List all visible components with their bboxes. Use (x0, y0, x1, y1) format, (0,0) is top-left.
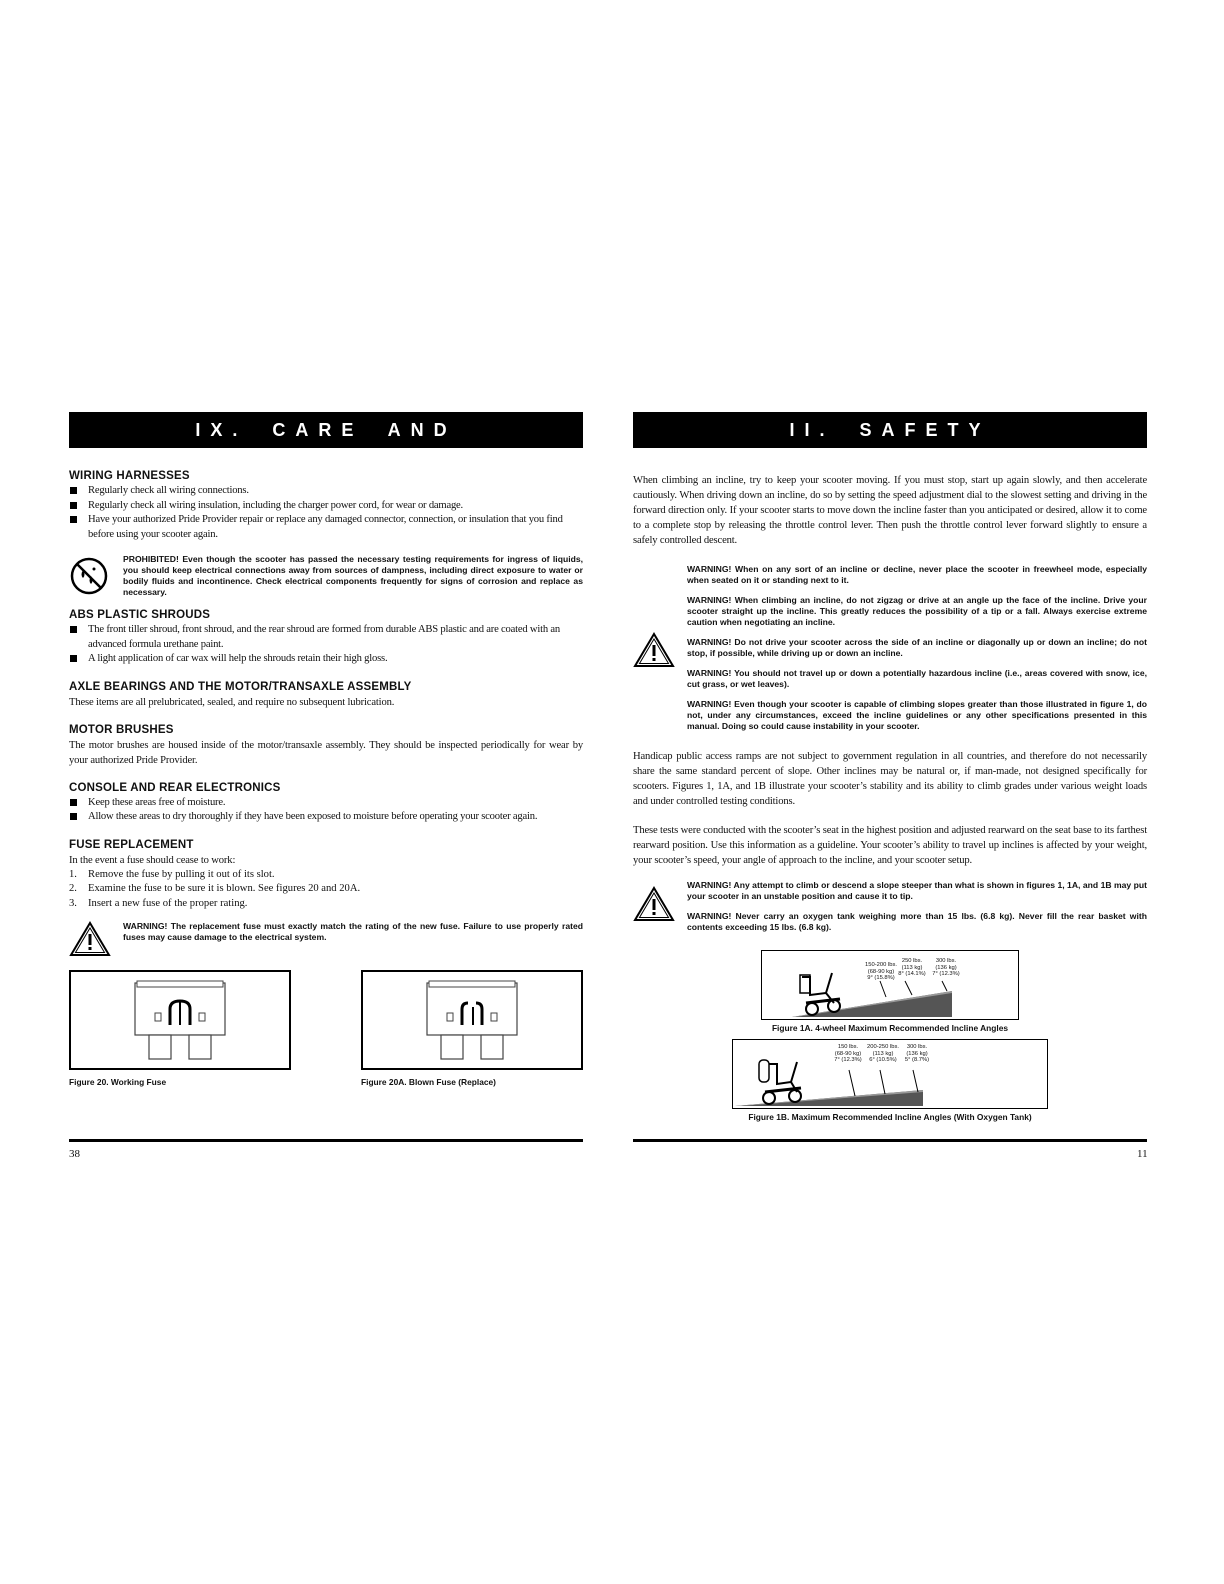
brushes-section (69, 724, 583, 768)
figure-caption: Figure 1B. Maximum Recommended Incline Angles (With Oxygen Tank) (748, 1112, 1032, 1122)
warning-text: WARNING! When on any sort of an incline or decline, never place the scooter in freewheel mode, especially when seated on it or standing next to it. (687, 564, 1147, 585)
page-number: 11 (1137, 1148, 1148, 1160)
footer-rule-left (69, 1139, 583, 1142)
prohibited-text: PROHIBITED! Even though the scooter has passed the necessary testing requirements for ingress of liquids, you should keep electrical connections away from sources of dampness, including direct exposure to water or bodily fluids and incontinence. Check electrical components frequently for signs of corrosion and replace as necessary. (123, 554, 583, 597)
section-heading: ABS PLASTIC SHROUDS (69, 609, 211, 621)
warning-text: WARNING! When climbing an incline, do not zigzag or drive at an angle up the face of the incline. Drive your scooter straight up the incline. This greatly reduces the possibility of a tip or a fall. Always exercise extreme caution when negotiating an incline. (687, 595, 1147, 627)
ramps-paragraph: Handicap public access ramps are not subject to government regulation in all countries, and therefore do not necessarily share the same standard percent of slope. Other inclines may be natural or, if man-made, not designed specifically for scooters. Figures 1, 1A, and 1B illustrate your scooter’s stability and its ability to climb grades under various weight loads and under controlled testing conditions. (633, 751, 1147, 807)
slope-warnings (633, 880, 1147, 942)
prohibited-notice (69, 556, 583, 601)
list-item: 3. Insert a new fuse of the proper rating. (69, 897, 248, 909)
page-number: 38 (69, 1148, 80, 1160)
warning-list (687, 564, 1147, 741)
list-item: Have your authorized Pride Provider repair or replace any damaged connector, connection, or insulation that you find before using your scooter again. (69, 513, 583, 542)
section-text: These items are all prelubricated, sealed, and require no subsequent lubrication. (69, 696, 395, 708)
figure-caption: Figure 20A. Blown Fuse (Replace) (361, 1077, 496, 1087)
section-heading: WIRING HARNESSES (69, 470, 190, 482)
abs-section (69, 609, 583, 667)
scooter-with-oxygen-tank-icon (759, 1060, 801, 1104)
section-banner: IX. CARE AND MAINTENANCE (69, 412, 583, 448)
fuse-figures (69, 970, 583, 1087)
figure-caption: Figure 1A. 4-wheel Maximum Recommended Incline Angles (771, 1023, 1009, 1033)
fuse-section (69, 839, 583, 963)
section-heading: CONSOLE AND REAR ELECTRONICS (69, 781, 281, 794)
section-text: In the event a fuse should cease to work: (69, 854, 236, 866)
list-item: Regularly check all wiring insulation, including the charger power cord, for wear or damage. (69, 499, 583, 514)
incline-paragraph: When climbing an incline, try to keep your scooter moving. If you must stop, start up again slowly, and then accelerate cautiously. When driving down an incline, do so by setting the speed adjustment dial to the slowest setting and driving in the forward direction only. If your scooter starts to move down the incline faster than you anticipated or desired, allow it to come to a complete stop by releasing the throttle control lever. Then push the throttle control lever forward slightly to ensure a safely controlled descent. (633, 475, 1147, 546)
incline-figure-1b: 150 lbs. (68-90 kg) 7° (12.3%) 200-250 lbs. (113 kg) 6° (10.5%) 300 lbs. (136 kg) 5° (8.7%) (732, 1039, 1048, 1109)
scooter-icon (800, 973, 840, 1015)
section-heading: AXLE BEARINGS AND THE MOTOR/TRANSAXLE ASSEMBLY (69, 680, 412, 693)
warning-text: WARNING! Any attempt to climb or descend a slope steeper than what is shown in figures 1, 1A, and 1B may put your scooter in an unstable position and cause it to tip. (687, 880, 1147, 901)
warning-text: WARNING! Never carry an oxygen tank weighing more than 15 lbs. (6.8 kg). Never fill the rear basket with contents exceeding 15 lbs. (6.8 kg). (687, 911, 1147, 932)
warning-text: WARNING! Even though your scooter is capable of climbing slopes greater than those illustrated in figure 1, do not, under any circumstances, exceed the incline guidelines or any other specifications presented in this manual. Doing so could cause instability in your scooter. (687, 699, 1147, 731)
warning-text: WARNING! The replacement fuse must exactly match the rating of the new fuse. Failure to use properly rated fuses may cause damage to the electrical system. (123, 921, 583, 942)
list-item: Keep these areas free of moisture. (69, 796, 583, 811)
section-banner: II. SAFETY (633, 412, 1147, 448)
warning-text: WARNING! You should not travel up or down a potentially hazardous incline (i.e., areas covered with snow, ice, cut grass, or wet leaves). (687, 668, 1147, 689)
blown-fuse-figure (361, 970, 583, 1070)
section-text: The motor brushes are housed inside of the motor/transaxle assembly. They should be inspected periodically for wear by your authorized Pride Provider. (69, 739, 583, 766)
warning-text: WARNING! Do not drive your scooter across the side of an incline or diagonally up or down an incline; do not stop, if possible, while driving up or down an incline. (687, 637, 1147, 658)
list-item: 2. Examine the fuse to be sure it is blown. See figures 20 and 20A. (69, 883, 361, 894)
warning-triangle-icon (69, 921, 113, 962)
warning-triangle-icon (633, 632, 677, 673)
figure-caption: Figure 20. Working Fuse (69, 1077, 167, 1087)
no-liquids-icon (69, 556, 113, 601)
console-section (69, 782, 583, 825)
footer-rule-right (633, 1139, 1147, 1142)
list-item: Allow these areas to dry thoroughly if they have been exposed to moisture before operating your scooter again. (69, 810, 583, 825)
fuse-warning (69, 921, 583, 962)
section-heading: FUSE REPLACEMENT (69, 838, 194, 851)
list-item: A light application of car wax will help the shrouds retain their high gloss. (69, 652, 583, 667)
tests-paragraph: These tests were conducted with the scooter’s seat in the highest position and adjusted rearward on the seat base to its farthest rearward position. Use this information as a guideline. Your scooter’s ability to travel up inclines is affected by your weight, your scooter’s speed, your angle of approach to the incline, and your scooter setup. (633, 825, 1147, 866)
working-fuse-figure (69, 970, 291, 1070)
list-item: 1. Remove the fuse by pulling it out of its slot. (69, 868, 275, 880)
warning-list (687, 880, 1147, 942)
incline-warnings (633, 564, 1147, 741)
left-page (69, 412, 583, 1087)
incline-figure-1a: 150-200 lbs. (68-90 kg) 9° (15.8%) 250 lbs. (113 kg) 8° (14.1%) 300 lbs. (136 kg) 7° (12.3%) (761, 950, 1019, 1020)
section-heading: MOTOR BRUSHES (69, 723, 174, 736)
axle-section (69, 681, 583, 710)
warning-triangle-icon (633, 886, 677, 927)
right-page (633, 412, 1147, 1122)
list-item: Regularly check all wiring connections. (69, 484, 583, 499)
list-item: The front tiller shroud, front shroud, and the rear shroud are formed from durable ABS plastic and are coated with an advanced formula urethane paint. (69, 623, 583, 652)
